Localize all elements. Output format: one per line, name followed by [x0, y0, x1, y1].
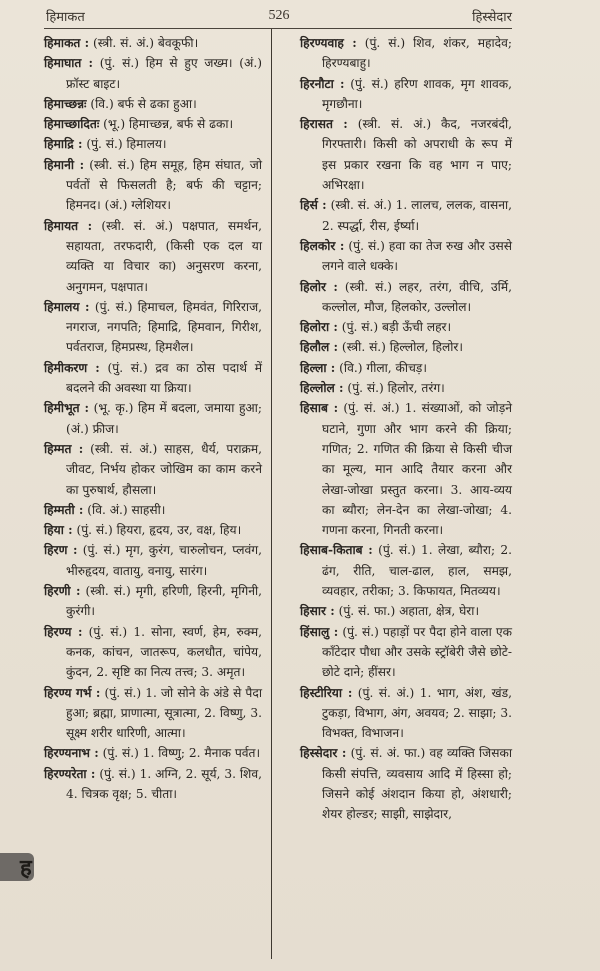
entry-definition: (स्त्री. सं. अं.) साहस, धैर्य, पराक्रम, जीवट, निर्भय होकर जोखिम का काम करने का पुरुषार्थ, हौसला।: [66, 441, 262, 497]
dictionary-entry: [300, 540, 512, 601]
entry-headword: हिलौल :: [300, 340, 339, 355]
entry-definition: (पुं. सं. अं.) 1. संख्याओं, को जोड़ने घटाने, गुणा और भाग करने की क्रिया; गणित; 2. गणित की क्रिया से किसी चीज का मूल्य, मान आदि तैयार करना और लेखा-जोखा प्रस्तुत करना। 3. आय-व्यय का ब्यौरा; लेन-देन का लेखा-जोखा; 4. गणना करना, गिनती करना।: [322, 401, 512, 538]
dictionary-entry: [44, 540, 262, 581]
dictionary-entry: [300, 317, 512, 337]
entry-definition: (पुं. सं.) हिमाचल, हिमवंत, गिरिराज, नगराज, नगपति; हिमाद्रि, हिमवान, गिरीश, पर्वतराज, हिमप्रस्थ, हिमशैल।: [66, 299, 262, 355]
dictionary-entry: [44, 764, 262, 805]
entry-definition: (स्त्री. सं. अं.) बेवकूफी।: [89, 36, 199, 50]
entry-definition: (स्त्री. सं. अं.) पक्षपात, समर्थन, सहायता, तरफदारी, (किसी एक दल या व्यक्ति या विचार का) अनुसरण करना, अनुगमन, पक्षपात।: [66, 218, 262, 294]
page-number: 526: [268, 8, 290, 23]
dictionary-entry: [300, 195, 512, 236]
dictionary-entry: [300, 743, 512, 824]
entry-headword: हिमालय :: [44, 299, 90, 314]
entry-headword: हिल्ला :: [300, 360, 336, 375]
dictionary-entry: [300, 277, 512, 318]
entry-headword: हिरासत :: [300, 117, 348, 132]
entry-headword: हिरण्यवाह :: [300, 36, 357, 50]
entry-definition: (पुं. सं.) हिमालय।: [82, 137, 167, 152]
entry-definition: (पुं. सं.) द्रव का ठोस पदार्थ में बदलने की अवस्था या क्रिया।: [66, 360, 263, 396]
entry-headword: हिमाघात :: [44, 56, 94, 71]
entry-definition: (वि.) गीला, कीचड़।: [335, 360, 427, 375]
dictionary-entry: [44, 134, 262, 154]
entry-headword: हिसार :: [300, 604, 335, 619]
dictionary-entry: [300, 337, 512, 357]
dictionary-entry: [44, 53, 262, 94]
column-divider: [271, 29, 272, 959]
left-column: [44, 33, 262, 804]
dictionary-entry: [44, 33, 262, 53]
header-rule: [44, 28, 512, 29]
entry-definition: (भू.) हिमाच्छन्न, बर्फ से ढका।: [99, 117, 234, 132]
entry-headword: हिमीभूत :: [44, 401, 90, 416]
entry-definition: (स्त्री. सं.) हिम समूह, हिम संघात, जो पर्वतों से फिसलती है; बर्फ की चट्टान; हिमनद। (अं.) ग्लेशियर।: [66, 157, 262, 213]
entry-headword: हिम्मती :: [44, 502, 84, 517]
dictionary-entry: [44, 216, 262, 297]
entry-headword: हिमीकरण :: [44, 360, 100, 375]
entry-definition: (वि. अं.) साहसी।: [83, 502, 166, 517]
dictionary-entry: [300, 74, 512, 115]
entry-definition: (पुं. सं.) 1. जो सोने के अंडे से पैदा हुआ; ब्रह्मा, प्राणात्मा, सूत्रात्मा, 2. विष्णु, 3. सूक्ष्म शरीर धारिणी, आत्मा।: [66, 685, 262, 741]
entry-headword: हिया :: [44, 523, 73, 538]
entry-definition: (स्त्री. सं.) मृगी, हरिणी, हिरनी, मृगिनी, कुरंगी।: [66, 584, 263, 619]
entry-headword: हिल्लोल :: [300, 381, 344, 396]
entry-headword: हिमाच्छादितः: [44, 117, 100, 132]
entry-definition: (पुं. सं.) पहाड़ों पर पैदा होने वाला एक काँटेदार पौधा और उसके स्ट्रॉबेरी जैसे छोटे-छोटे दाने; हींसर।: [322, 624, 512, 680]
entry-headword: हिस्सेदार :: [300, 746, 347, 761]
entry-headword: हिरण :: [44, 543, 78, 558]
entry-definition: (पुं. सं.) 1. सोना, स्वर्ण, हेम, रुक्म, कनक, कांचन, जातरूप, कलधौत, चांपेय, कुंदन, 2. सृष्टि का नित्य तत्त्व; 3. अमृत।: [66, 624, 262, 680]
dictionary-entry: [44, 500, 262, 520]
dictionary-entry: [300, 378, 512, 398]
entry-definition: (पुं. सं.) शिव, शंकर, महादेव; हिरण्यबाहु।: [322, 36, 512, 71]
entry-headword: हिसाब :: [300, 401, 339, 416]
entry-headword: हिरण्य गर्भ :: [44, 685, 101, 700]
entry-definition: (पुं. सं.) 1. विष्णु; 2. मैनाक पर्वत।: [98, 746, 261, 761]
entry-headword: हिरणी :: [44, 584, 81, 599]
dictionary-entry: [300, 358, 512, 378]
right-guide-word: हिस्सेदार: [472, 10, 512, 25]
dictionary-entry: [44, 155, 262, 216]
dictionary-entry: [44, 683, 262, 744]
dictionary-entry: [44, 520, 262, 540]
entry-definition: (स्त्री. सं.) लहर, तरंग, वीचि, उर्मि, कल्लोल, मौज, हिलकोर, उल्लोल।: [322, 279, 512, 314]
entry-definition: (स्त्री. सं. अं.) कैद, नजरबंदी, गिरफ्तारी। किसी को अपराधी के रूप में इस प्रकार रखना कि वह भाग न पाए; अभिरक्षा।: [322, 117, 512, 193]
dictionary-entry: [44, 439, 262, 500]
entry-headword: हिमाच्छन्नः: [44, 96, 87, 111]
entry-headword: हिरण्यरेता :: [44, 766, 96, 781]
dictionary-entry: [300, 236, 512, 277]
left-guide-word: हिमाकत: [46, 10, 85, 25]
entry-headword: हिमायत :: [44, 218, 93, 233]
entry-headword: हिमाकत :: [44, 36, 90, 50]
entry-definition: (पुं. सं.) हरिण शावक, मृग शावक, मृगछौना।: [322, 76, 513, 111]
dictionary-entry: [300, 398, 512, 540]
entry-definition: (पुं. सं.) हवा का तेज रुख और उससे लगने वाले धक्के।: [322, 238, 512, 274]
right-column: [300, 33, 512, 825]
entry-headword: हिस्टीरिया :: [300, 685, 353, 700]
entry-definition: (स्त्री. सं.) हिल्लोल, हिलोर।: [338, 340, 464, 355]
page-header: [46, 4, 512, 28]
entry-headword: हिलोर :: [300, 279, 338, 294]
dictionary-entry: [44, 622, 262, 683]
entry-definition: (पुं. सं.) 1. लेखा, ब्यौरा; 2. ढंग, रीति, चाल-ढाल, हाल, समझ, व्यवहार, तरीका; 3. किफायत, मितव्यय।: [322, 543, 512, 599]
dictionary-entry: [300, 33, 512, 74]
entry-headword: हिमानी :: [44, 157, 85, 172]
entry-headword: हिरनौटा :: [300, 76, 345, 91]
dictionary-entry: [300, 114, 512, 195]
entry-definition: (पुं. सं.) हिम से हुए जख्म। (अं.) फ्रॉस्ट बाइट।: [66, 56, 262, 91]
entry-definition: (पुं. सं.) हिलोर, तरंग।: [343, 381, 445, 396]
entry-definition: (पुं. सं.) हियरा, हृदय, उर, वक्ष, हिय।: [72, 523, 242, 538]
entry-definition: (स्त्री. सं. अं.) 1. लालच, ललक, वासना, 2. स्पर्द्धा, रीस, ईर्ष्या।: [322, 198, 513, 233]
entry-definition: (पुं. सं.) बड़ी ऊँची लहर।: [337, 320, 452, 335]
dictionary-entry: [300, 601, 512, 621]
dictionary-entry: [44, 398, 262, 439]
entry-headword: हिमाद्रि :: [44, 137, 83, 152]
dictionary-entry: [300, 683, 512, 744]
entry-headword: हिलोरा :: [300, 320, 338, 335]
entry-definition: (पुं. सं.) मृग, कुरंग, चारुलोचन, प्लवंग, भीरुहृदय, वातायु, वनायु, सारंग।: [66, 543, 262, 578]
dictionary-entry: [44, 581, 262, 622]
entry-headword: हिंसालु :: [300, 624, 339, 639]
entry-definition: (भू. कृ.) हिम में बदला, जमाया हुआ; (अं.) फ्रीज।: [66, 401, 262, 436]
entry-headword: हिसाब-किताब :: [300, 543, 373, 558]
dictionary-entry: [44, 358, 262, 399]
entry-definition: (पुं. सं. अं.) 1. भाग, अंश, खंड, टुकड़ा, विभाग, अंग, अवयव; 2. साझा; 3. विभक्त, विभाजन।: [322, 685, 512, 741]
dictionary-entry: [44, 114, 262, 134]
dictionary-entry: [44, 297, 262, 358]
entry-headword: हिरण्य :: [44, 624, 83, 639]
dictionary-entry: [300, 622, 512, 683]
entry-definition: (पुं. सं. अं. फा.) वह व्यक्ति जिसका किसी संपत्ति, व्यवसाय आदि में हिस्सा हो; जिसने कोई अंशदान किया हो, अंशधारी; शेयर होल्डर; साझी, साझेदार,: [322, 746, 512, 822]
entry-definition: (पुं. सं.) 1. अग्नि, 2. सूर्य, 3. शिव, 4. चित्रक वृक्ष; 5. चीता।: [66, 766, 262, 801]
entry-headword: हिम्मत :: [44, 441, 84, 456]
thumb-index-letter: ह: [20, 856, 32, 881]
entry-headword: हिर्स :: [300, 198, 327, 213]
entry-headword: हिलकोर :: [300, 238, 345, 253]
entry-definition: (वि.) बर्फ से ढका हुआ।: [86, 96, 197, 111]
entry-definition: (पुं. सं. फा.) अहाता, क्षेत्र, घेरा।: [334, 604, 480, 619]
dictionary-entry: [44, 94, 262, 114]
dictionary-entry: [44, 743, 262, 763]
entry-headword: हिरण्यनाभ :: [44, 746, 99, 761]
